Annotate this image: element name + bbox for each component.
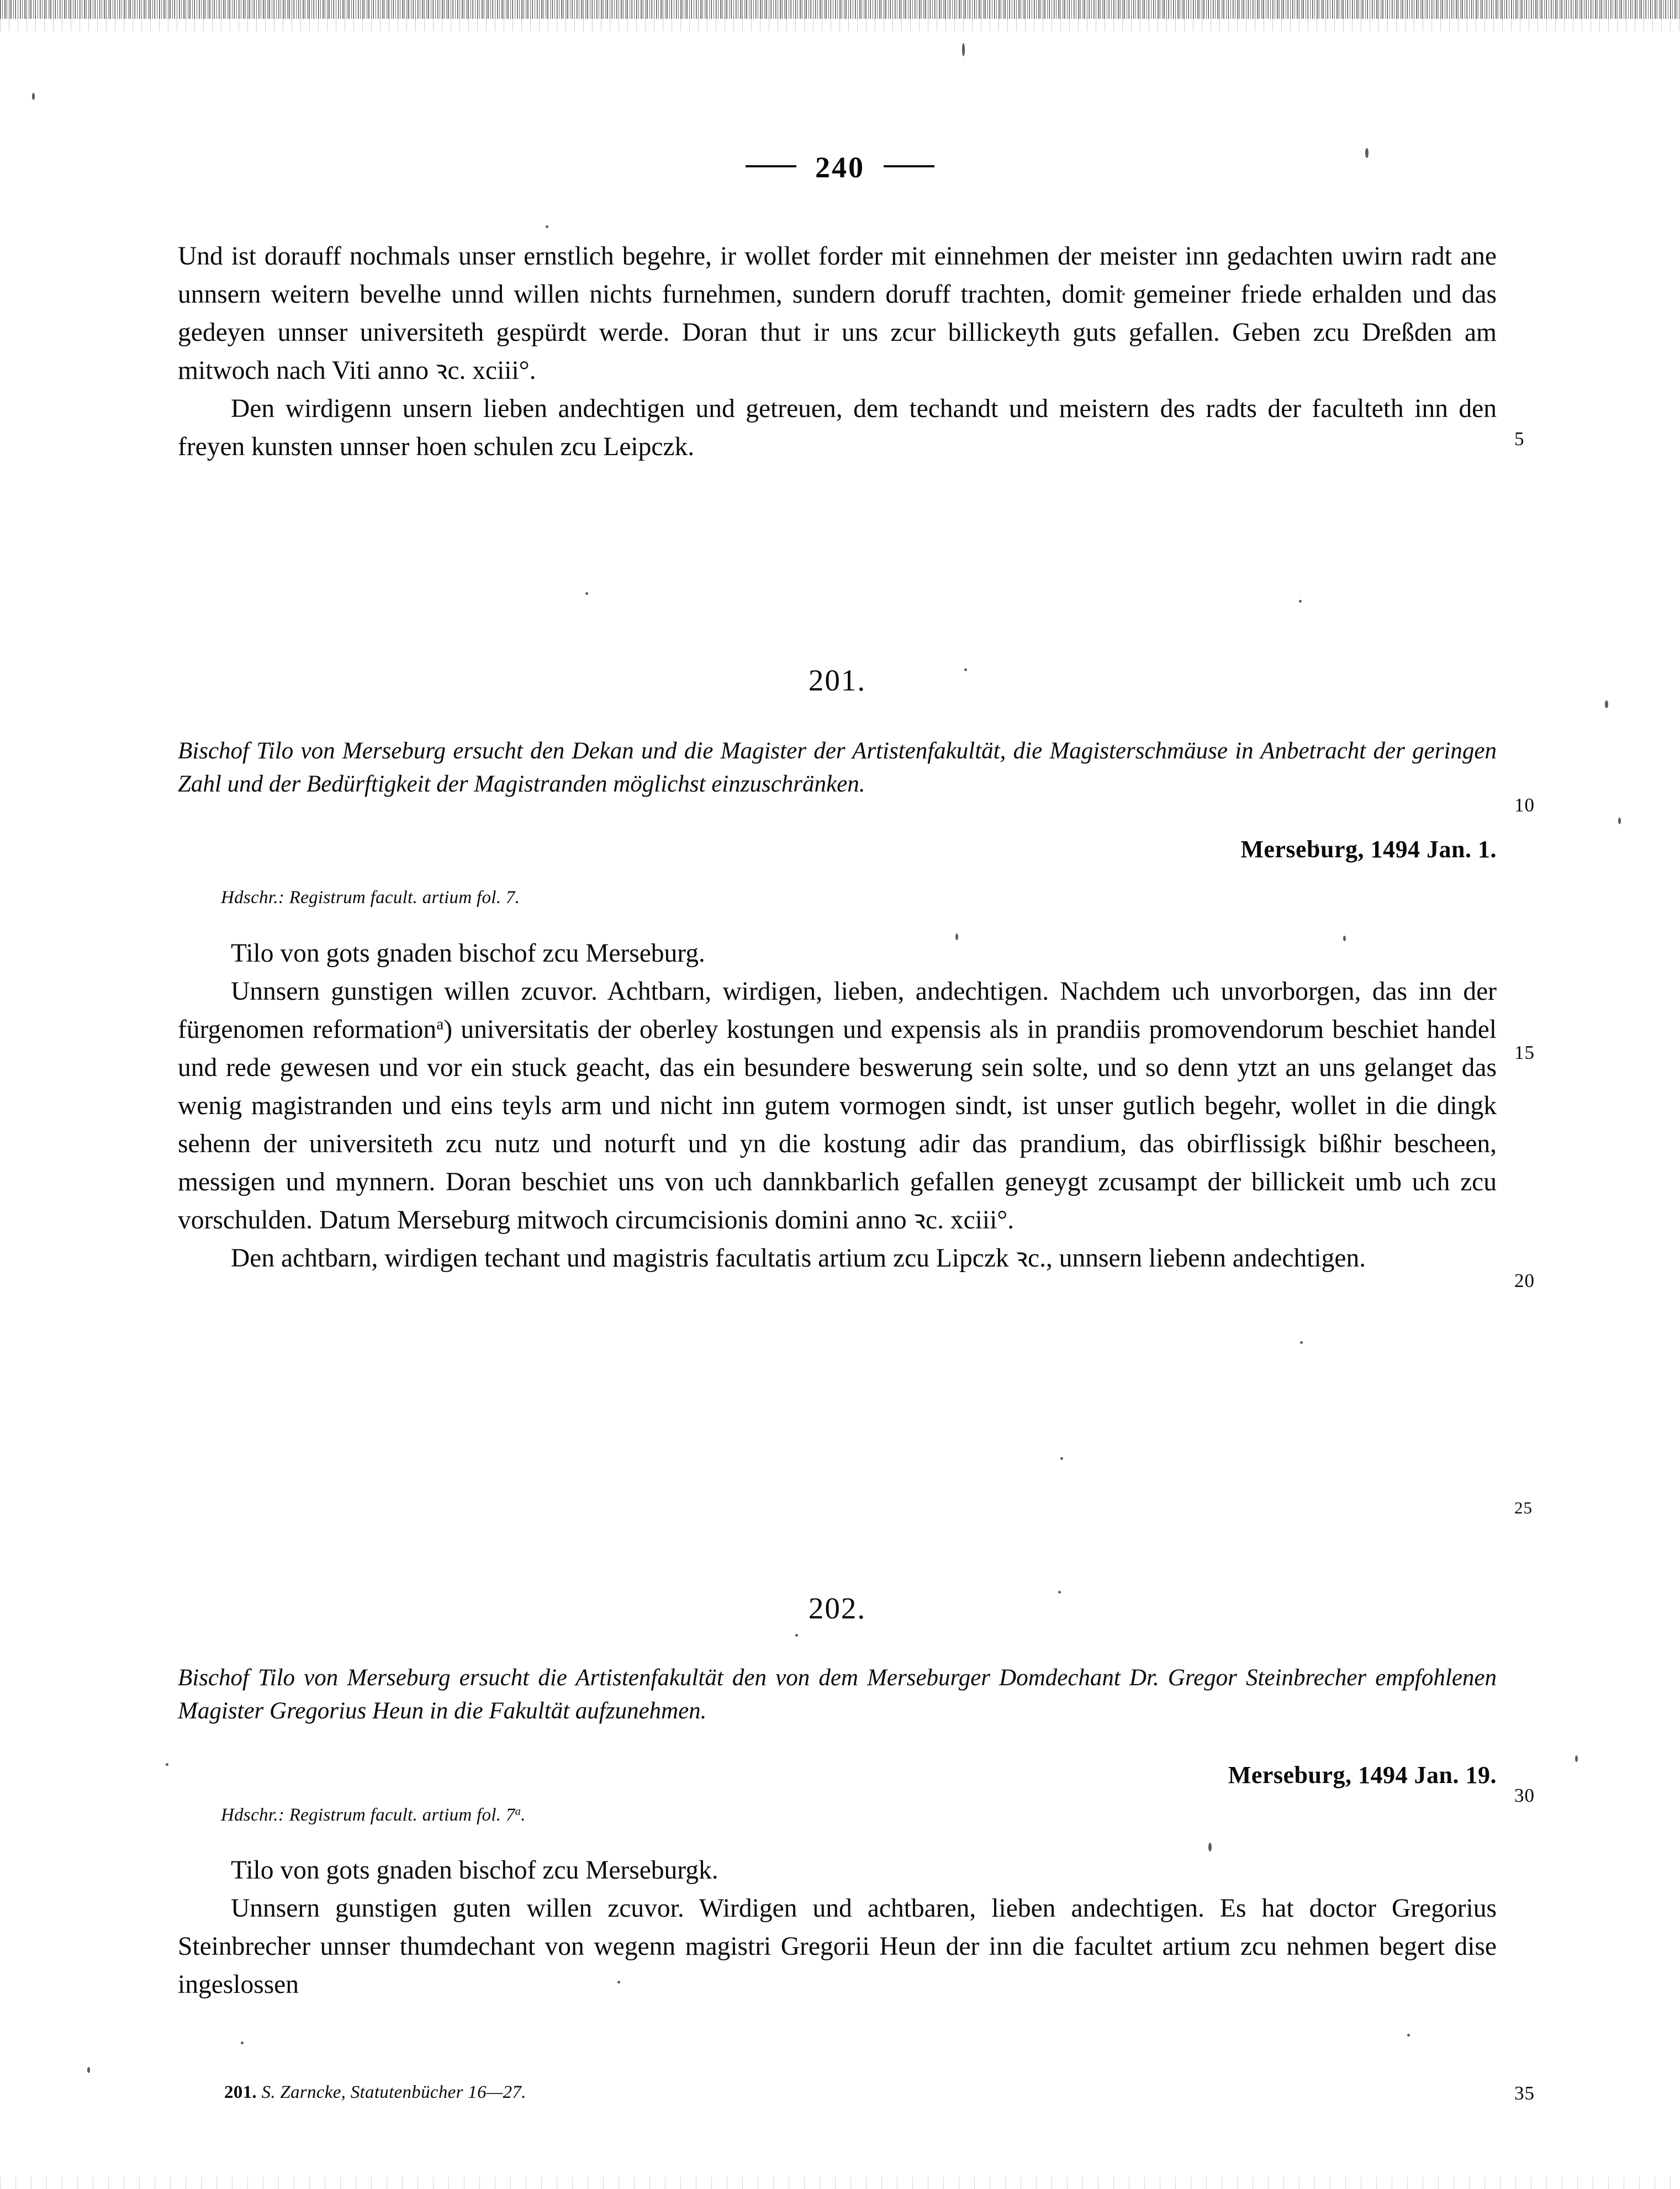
footnote-marker-a: a <box>436 1015 444 1033</box>
scan-speck <box>795 1634 798 1637</box>
scan-speck <box>166 1763 168 1766</box>
scan-speck <box>1575 1755 1578 1762</box>
paragraph-address: Den wirdigenn unsern lieben andechtigen und getreuen, dem techandt und meistern des radts der faculteth inn den freyen kunsten unnser hoen schulen zcu Leipczk. <box>178 394 1497 461</box>
main-text-part-1: Unnsern gunstigen willen zcuvor. Achtbarn, wirdigen, lieben, andechtigen. Nachdem uch unvorborgen, das inn der fürgenomen reformation <box>178 977 1497 1044</box>
document-201-regest <box>178 735 1497 801</box>
hdschr-suffix: . <box>521 1805 526 1825</box>
scan-speck <box>1618 817 1621 824</box>
document-202-main-text: Unnsern gunstigen guten willen zcuvor. Wirdigen und achtbaren, lieben andechtigen. Es hat doctor Gregorius Steinbrecher unnser thumdechant von wegenn magistri Gregorii Heun der inn die facultet artium zcu nehmen begert dise ingeslossen <box>178 1894 1497 1999</box>
line-number-10: 10 <box>1514 794 1535 816</box>
line-number-25: 25 <box>1514 1498 1533 1517</box>
line-number-5: 5 <box>1514 428 1525 450</box>
regest-text: Bischof Tilo von Merseburg ersucht den Dekan und die Magister der Artistenfakultät, die Magisterschmäuse in Anbetracht der geringen Zahl und der Bedürftigkeit der Magistranden möglichst einzuschränken. <box>178 738 1497 797</box>
hdschr-prefix: Hdschr.: Registrum facult. artium fol. 7 <box>221 1805 515 1825</box>
document-202-salutation: Tilo von gots gnaden bischof zcu Merseburgk. <box>231 1856 719 1885</box>
document-201-address: Den achtbarn, wirdigen techant und magistris facultatis artium zcu Lipczk ꝛc., unnsern liebenn andechtigen. <box>231 1244 1366 1273</box>
footnote-reference: 201. <box>224 2082 257 2102</box>
document-201-dateline: Merseburg, 1494 Jan. 1. <box>1240 836 1497 863</box>
scan-speck <box>87 2067 90 2073</box>
main-text-part-2: ) universitatis der oberley kostungen und expensis als in prandiis promovendorum beschiet handel und rede gewesen und vor ein stuck geacht, das ein besundere beswerung sein solte, und so denn ytzt an uns gelanget das wenig magistranden und eins teyls arm und nicht inn gutem vormogen sindt, ist unser gutlich begehr, wollet in die dingk sehenn der universiteth zcu nutz und noturft und yn die kostung adir das prandium, das obirflissigk bißhir bescheen, messigen und mynnern. Doran beschiet uns von uch dannkbarlich gefallen geneygt zcusampt der billickeit umb uch zcu vorschulden. Datum Merseburg mitwoch circumcisionis domini anno ꝛc. xciii°. <box>178 1015 1497 1235</box>
page-footnote <box>178 2082 1497 2103</box>
footnote-text: S. Zarncke, Statutenbücher 16—27. <box>261 2082 526 2102</box>
line-number-15: 15 <box>1514 1042 1535 1063</box>
scan-speck <box>1300 1341 1303 1344</box>
page-header <box>0 150 1680 184</box>
document-201-body <box>178 935 1497 1278</box>
scan-speck <box>1605 700 1608 708</box>
line-number-20: 20 <box>1514 1270 1535 1291</box>
scan-speck <box>241 2042 244 2044</box>
page-number: 240 <box>815 151 865 184</box>
continued-document-text <box>178 238 1497 466</box>
document-201-number: 201. <box>808 663 867 697</box>
regest-text: Bischof Tilo von Merseburg ersucht die Artistenfakultät den von dem Merseburger Domdechant Dr. Gregor Steinbrecher empfohlenen Magister Gregorius Heun in die Fakultät aufzunehmen. <box>178 1665 1497 1724</box>
document-201-hdschr: Hdschr.: Registrum facult. artium fol. 7. <box>221 888 520 908</box>
header-rule-right <box>884 165 934 167</box>
scan-speck <box>585 592 588 595</box>
scan-speck <box>1060 1457 1063 1460</box>
document-202-dateline: Merseburg, 1494 Jan. 19. <box>1228 1761 1497 1789</box>
scan-speck <box>1208 1843 1212 1852</box>
scan-speck <box>1299 600 1302 603</box>
line-number-30: 30 <box>1514 1785 1535 1806</box>
document-201-main-text <box>178 973 1497 1239</box>
scan-speck <box>546 225 548 228</box>
scan-speck <box>1407 2034 1410 2037</box>
scan-noise-top-fade <box>0 17 1680 31</box>
page-footnote-area <box>178 2082 1497 2103</box>
document-202-regest <box>178 1661 1497 1728</box>
header-rule-left <box>746 165 796 167</box>
paragraph-continued: Und ist dorauff nochmals unser ernstlich begehre, ir wollet forder mit einnehmen der meister inn gedachten uwirn radt ane unnsern weitern bevelhe unnd willen nichts furnehmen, sundern doruff trachten, domit gemeiner friede erhalden und das gedeyen unnser universiteth gespürdt werde. Doran thut ir uns zcur billickeyth guts gefallen. Geben zcu Dreßden am mitwoch nach Viti anno ꝛc. xciii°. <box>178 242 1497 385</box>
scan-noise-bottom-edge <box>0 2177 1680 2189</box>
scan-noise-top-edge <box>0 0 1680 19</box>
sheet-signature: 35 <box>1514 2082 1535 2104</box>
document-202-body <box>178 1852 1497 2004</box>
document-201-salutation: Tilo von gots gnaden bischof zcu Merseburg. <box>231 939 705 968</box>
document-202-number: 202. <box>808 1591 867 1625</box>
scan-speck <box>32 93 35 100</box>
scan-speck <box>962 43 965 56</box>
document-202-hdschr <box>178 1805 1540 1826</box>
hdschr-folio-superscript: a <box>515 1805 521 1818</box>
